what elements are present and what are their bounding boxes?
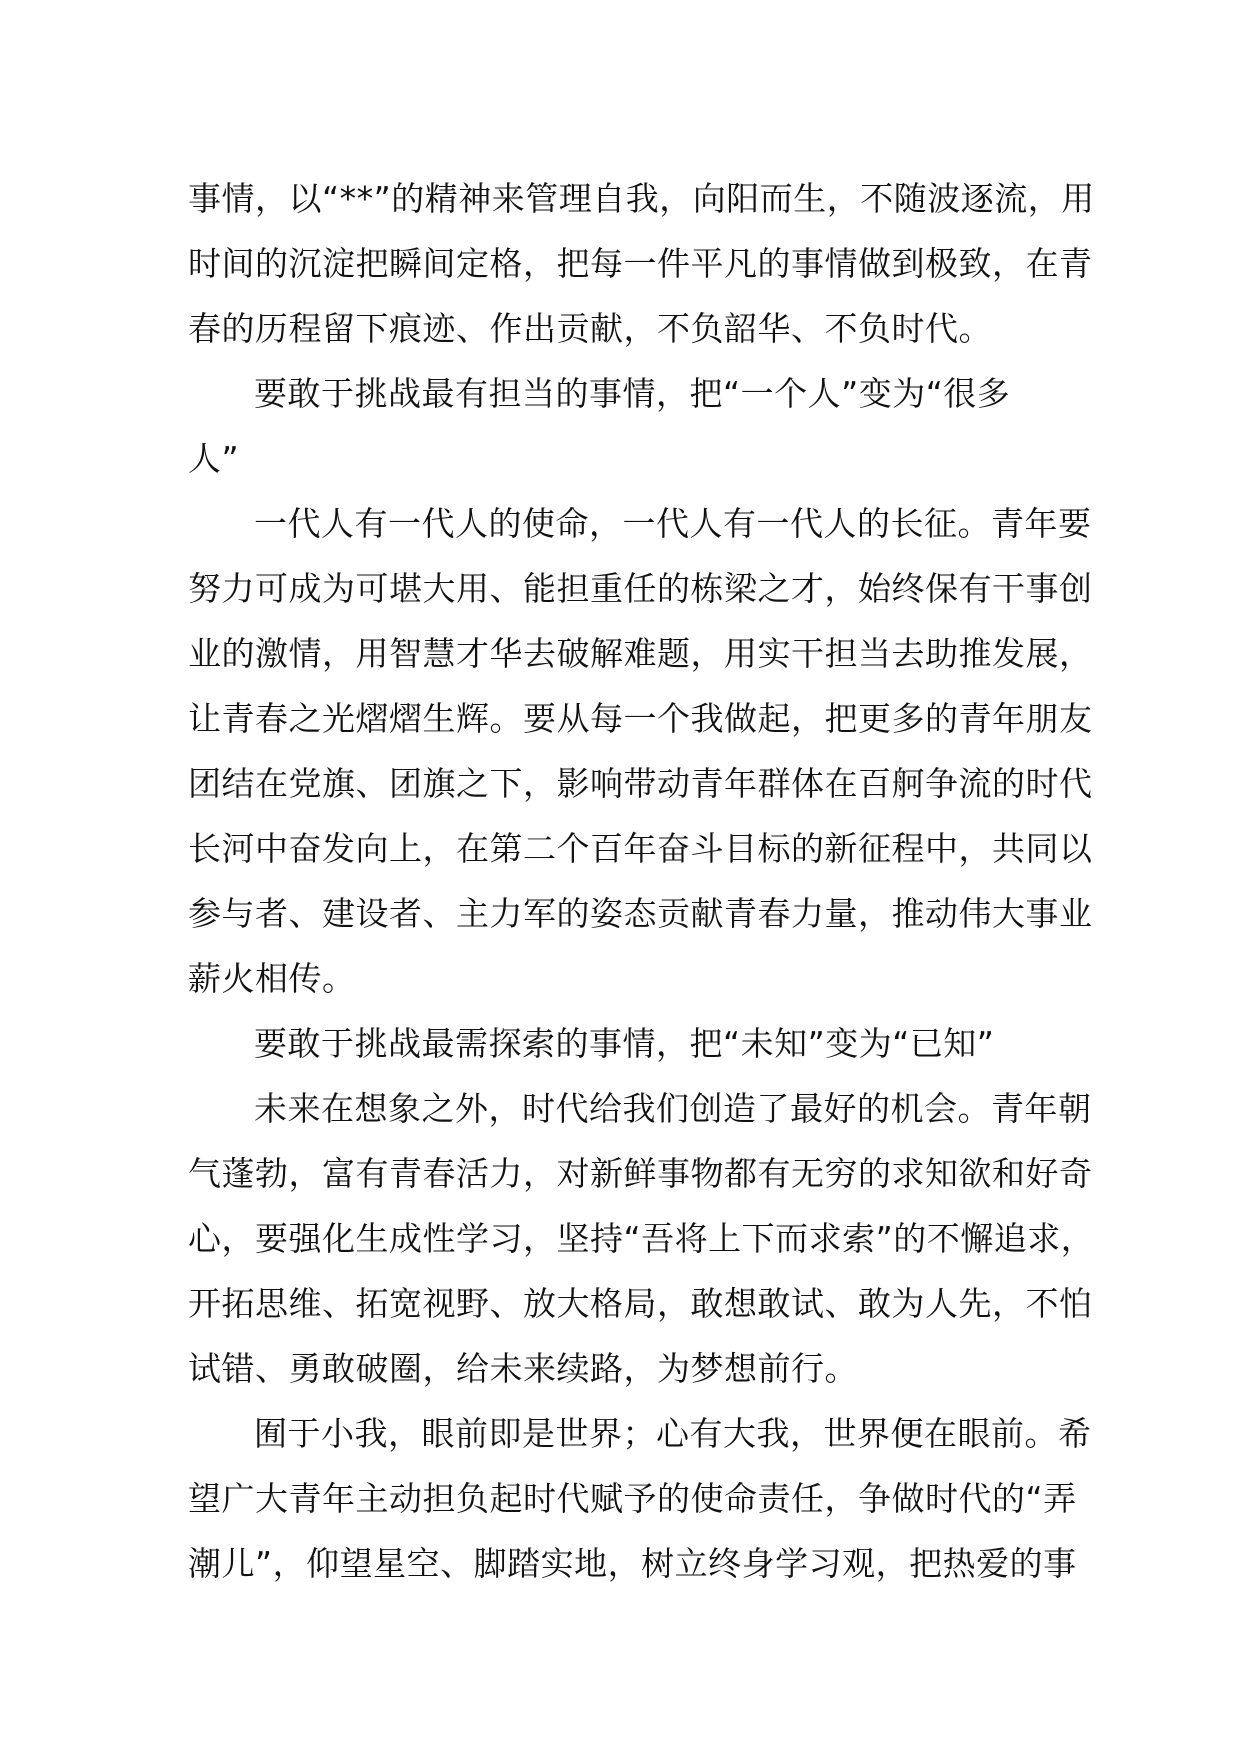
text-line: 时间的沉淀把瞬间定格，把每一件平凡的事情做到极致，在青 (188, 244, 1093, 283)
text-line: 心，要强化生成性学习，坚持“吾将上下而求索”的不懈追求， (188, 1219, 1095, 1258)
text-line: 潮儿”，仰望星空、脚踏实地，树立终身学习观，把热爱的事 (188, 1544, 1077, 1583)
paragraph (188, 1076, 1095, 1401)
text-line: 一代人有一代人的使命，一代人有一代人的长征。青年要 (254, 504, 1092, 543)
text-line: 薪火相传。 (188, 959, 356, 998)
text-line: 开拓思维、拓宽视野、放大格局，敢想敢试、敢为人先，不怕 (188, 1284, 1093, 1323)
text-line: 望广大青年主动担负起时代赋予的使命责任，争做时代的“弄 (188, 1479, 1077, 1518)
text-line: 参与者、建设者、主力军的姿态贡献青春力量，推动伟大事业 (188, 894, 1093, 933)
text-line: 努力可成为可堪大用、能担重任的栋梁之才，始终保有干事创 (188, 569, 1093, 608)
text-line: 业的激情，用智慧才华去破解难题，用实干担当去助推发展， (188, 634, 1093, 673)
section-heading (188, 1011, 1068, 1076)
text-line: 长河中奋发向上，在第二个百年奋斗目标的新征程中，共同以 (188, 829, 1093, 868)
text-line: 事情，以“**”的精神来管理自我，向阳而生，不随波逐流，用 (188, 179, 1095, 218)
text-line: 人” (188, 439, 240, 478)
section-heading (188, 361, 1068, 491)
text-line: 春的历程留下痕迹、作出贡献，不负韶华、不负时代。 (188, 309, 992, 348)
text-line: 要敢于挑战最需探索的事情，把“未知”变为“已知” (254, 1024, 995, 1063)
paragraph (188, 166, 1095, 361)
text-line: 气蓬勃，富有青春活力，对新鲜事物都有无穷的求知欲和好奇 (188, 1154, 1093, 1193)
text-line: 让青春之光熠熠生辉。要从每一个我做起，把更多的青年朋友 (188, 699, 1093, 738)
text-line: 未来在想象之外，时代给我们创造了最好的机会。青年朝 (254, 1089, 1092, 1128)
document-body (188, 166, 1095, 1596)
text-line: 试错、勇敢破圈，给未来续路，为梦想前行。 (188, 1349, 858, 1388)
text-line: 要敢于挑战最有担当的事情，把“一个人”变为“很多 (254, 374, 1011, 413)
text-line: 囿于小我，眼前即是世界；心有大我，世界便在眼前。希 (254, 1414, 1092, 1453)
paragraph (188, 1401, 1092, 1596)
paragraph (188, 491, 1093, 1011)
text-line: 团结在党旗、团旗之下，影响带动青年群体在百舸争流的时代 (188, 764, 1093, 803)
